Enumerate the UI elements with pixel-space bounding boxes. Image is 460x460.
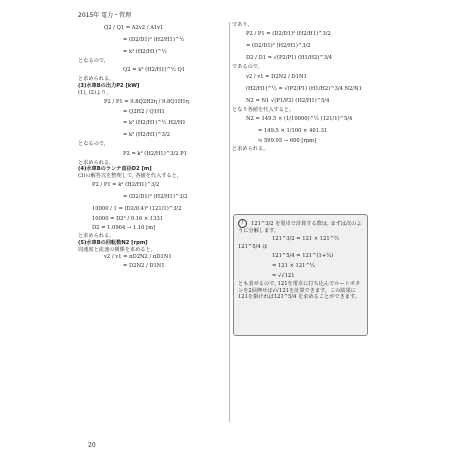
body-text: であり, <box>232 22 250 28</box>
right-column <box>232 22 382 153</box>
body-text: となり各値を代入すると, <box>232 106 291 113</box>
equation: 10000 / 1 = (D2/0.4)² (121/1)^3/2 <box>92 206 182 213</box>
equation: = √√121 <box>272 273 295 280</box>
equation: Q2 = k² (H2/H1)^½ Q1 <box>123 67 186 74</box>
equation: D2 / D1 = √(P2/P1) (H1/H2)^3/4 <box>246 55 333 62</box>
note-text: 121^3/2 を電卓で計算する際は, まずは次のように分解します。 <box>238 221 362 234</box>
equation: N2 = N1 √(P1/P2) (H2/H1)^5/4 <box>246 97 330 104</box>
body-text: と求められる。 <box>78 233 115 240</box>
body-text: と求められる。 <box>78 76 115 83</box>
equation: 121^3/2 = 121 × 121^½ <box>272 236 340 243</box>
equation: P2 = k² (H2/H1)^3/2 P1 <box>123 150 187 157</box>
body-text: (1), (2)より, <box>78 89 109 96</box>
body-text: となるので, <box>78 141 106 148</box>
equation: 10000 = D2² / 0.16 × 1331 <box>92 216 164 223</box>
equation: = (D2/D1)² (H2/H1)^3/2 <box>246 43 311 50</box>
note-box <box>233 214 368 336</box>
equation: (H2/H1)^½ = √(P2/P1) (H1/H2)^3/4 N2/N1 <box>246 85 363 92</box>
column-divider <box>229 22 230 422</box>
note-intro <box>238 219 363 234</box>
equation: = 121 × 121^¼ <box>272 263 315 270</box>
section-heading: (5)水車Bの回転数N2 [rpm] <box>78 239 148 246</box>
body-text: 121^5/4 は <box>238 244 268 251</box>
section-heading: (4)水車Bのランナ直径D2 [m] <box>78 165 152 172</box>
body-text: となるので, <box>78 58 106 64</box>
section-heading: (3)水車Bの出力P2 [kW] <box>78 82 140 89</box>
equation: v2 / v1 = πD2N2 / πD1N1 <box>104 254 172 261</box>
equation: = Q2H2 / Q1H1 <box>123 109 165 116</box>
body-text: 周速度と流速の関係を求めると, <box>78 246 153 253</box>
equation: 121^5/4 = 121^(1+¼) <box>272 253 334 260</box>
equation: = k² (H2/H1)^½ <box>123 49 167 55</box>
left-column <box>78 22 226 271</box>
equation: D2 = 1.0964 → 1.10 [m] <box>92 225 156 232</box>
body-text: であるので, <box>232 64 260 71</box>
equation: N2 = 149.5 × (1/10000)^½ (121/1)^5/4 <box>246 116 353 123</box>
equation: = 149.5 × 1/100 × 401.31 <box>258 128 328 135</box>
body-text: と求められる。 <box>232 146 269 153</box>
equation: ≒ 599.95 → 600 [rpm] <box>258 138 317 145</box>
equation: = k² (H2/H1)^3/2 <box>123 132 171 139</box>
equation: P2 / P1 = (D2/D1)² (H2/H1)^3/2 <box>246 31 331 38</box>
equation: P2 / P1 = 9.8Q2H2η / 9.8Q1H1η <box>104 99 189 106</box>
equation: = (D2/D1)² (H2/H1)^3/2 <box>123 194 188 201</box>
body-text: と求められる。 <box>78 159 115 166</box>
page-number: 20 <box>88 442 96 449</box>
equation: v2 / v1 = D2N2 / D1N1 <box>246 73 307 80</box>
running-header: 2015年 電力・管理 <box>78 12 132 19</box>
note-text: とも表せるので, 121を電卓に打ち込んでルートボタンを2回押せば√√121を計算できます。この結果に121を掛ければ121^5/4 を求めることができます。 <box>238 281 361 301</box>
body-text: (3)の解答式を整理して, 各値を代入すると, <box>78 172 179 179</box>
equation: P2 / P1 = k² (H2/H1)^3/2 <box>92 182 160 189</box>
exclamation-icon: ! <box>238 219 247 228</box>
equation: = k² (H2/H1)^½ H2/H1 <box>123 120 186 127</box>
equation: Q2 / Q1 = A2v2 / A1v1 <box>104 25 164 31</box>
equation: = D2N2 / D1N1 <box>123 263 165 270</box>
equation: = (D2/D1)² (H2/H1)^½ <box>123 37 185 43</box>
